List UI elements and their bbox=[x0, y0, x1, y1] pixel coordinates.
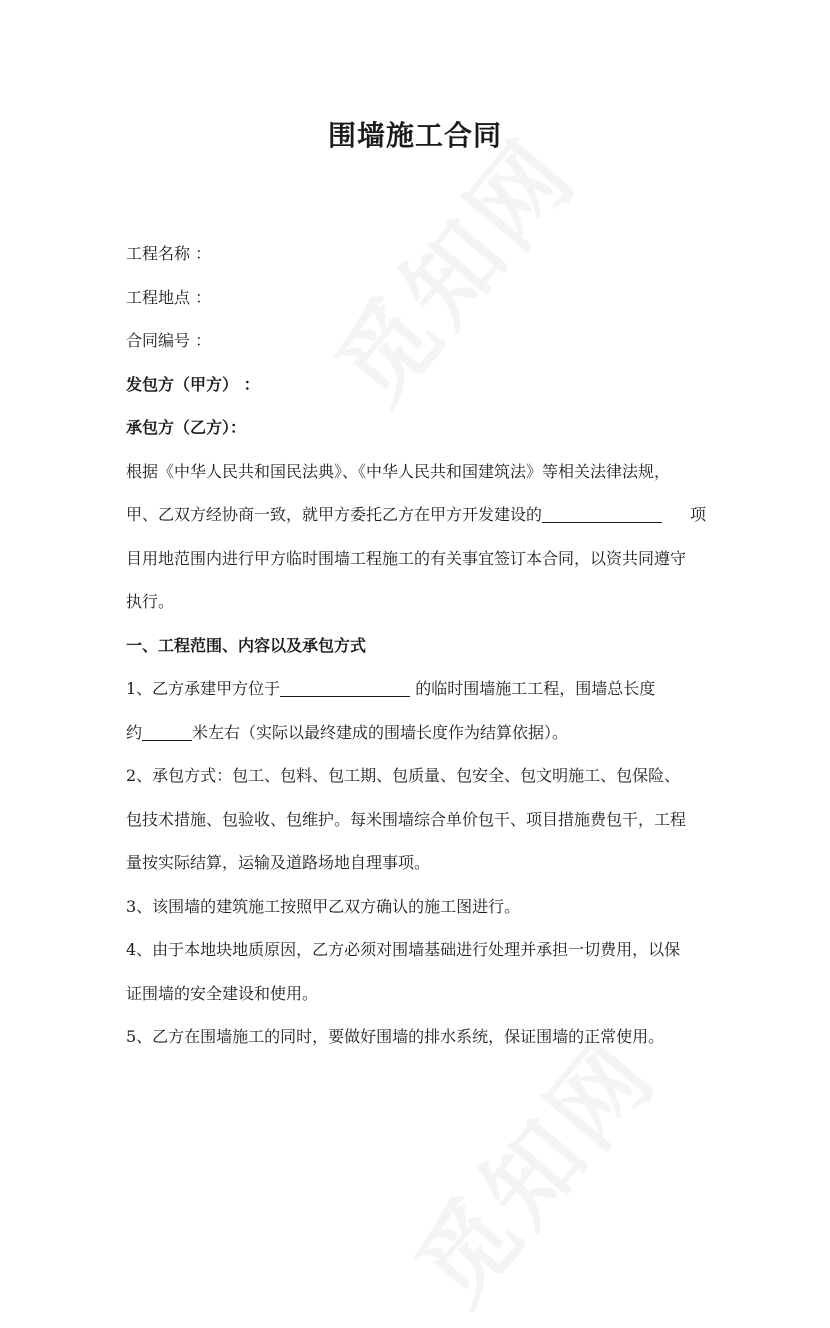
document-title: 围墙施工合同 bbox=[327, 119, 502, 152]
item-1-line-1 bbox=[126, 675, 706, 719]
project-blank bbox=[542, 504, 662, 523]
preamble-line-2-end: 项 bbox=[689, 505, 706, 524]
item-1-line-2 bbox=[126, 719, 706, 763]
project-name-field: 工程名称 ： bbox=[126, 244, 212, 263]
item-2-line-2: 包技术措施、包验收、包维护。每米围墙综合单价包干、项目措施费包干，工程 bbox=[126, 809, 687, 829]
item-3: 3、该围墙的建筑施工按照甲乙双方确认的施工图进行。 bbox=[126, 896, 521, 916]
preamble-line-4: 执行。 bbox=[126, 592, 175, 611]
item-2-line-3: 量按实际结算，运输及道路场地自理事项。 bbox=[126, 853, 431, 872]
preamble-line-1: 根据《中华人民共和国民法典》、《中华人民共和国建筑法》等相关法律法规， bbox=[126, 461, 671, 481]
item-1-text-a: 1、乙方承建甲方位于 bbox=[126, 679, 281, 698]
item-4-line-2: 证围墙的安全建设和使用。 bbox=[126, 983, 319, 1003]
section-1-heading: 一、工程范围、内容以及承包方式 bbox=[126, 635, 367, 655]
preamble-line-2 bbox=[126, 501, 706, 545]
preamble-line-3: 目用地范围内进行甲方临时围墙工程施工的有关事宜签订本合同，以资共同遵守 bbox=[126, 548, 687, 568]
party-a-field: 发包方（甲方） ： bbox=[126, 374, 260, 394]
item-1-text-b: 的临时围墙施工工程，围墙总长度 bbox=[410, 679, 656, 698]
contract-body bbox=[126, 240, 706, 1067]
project-location-field: 工程地点 ： bbox=[126, 287, 212, 307]
item-4-line-1: 4、由于本地块地质原因，乙方必须对围墙基础进行处理并承担一切费用，以保 bbox=[126, 940, 681, 959]
location-blank bbox=[280, 678, 410, 697]
contract-number-field: 合同编号 ： bbox=[126, 331, 212, 350]
item-2-line-1: 2、承包方式：包工、包料、包工期、包质量、包安全、包文明施工、包保险、 bbox=[126, 766, 681, 785]
item-1-text-c: 约 bbox=[126, 722, 143, 742]
preamble-line-2-text: 甲、乙双方经协商一致，就甲方委托乙方在甲方开发建设的 bbox=[126, 505, 543, 524]
length-blank bbox=[142, 722, 192, 741]
party-b-field: 承包方（乙方）： bbox=[126, 418, 247, 437]
item-5: 5、乙方在围墙施工的同时，要做好围墙的排水系统，保证围墙的正常使用。 bbox=[126, 1027, 665, 1046]
item-1-text-d: 米左右（实际以最终建成的围墙长度作为结算依据）。 bbox=[192, 722, 569, 742]
